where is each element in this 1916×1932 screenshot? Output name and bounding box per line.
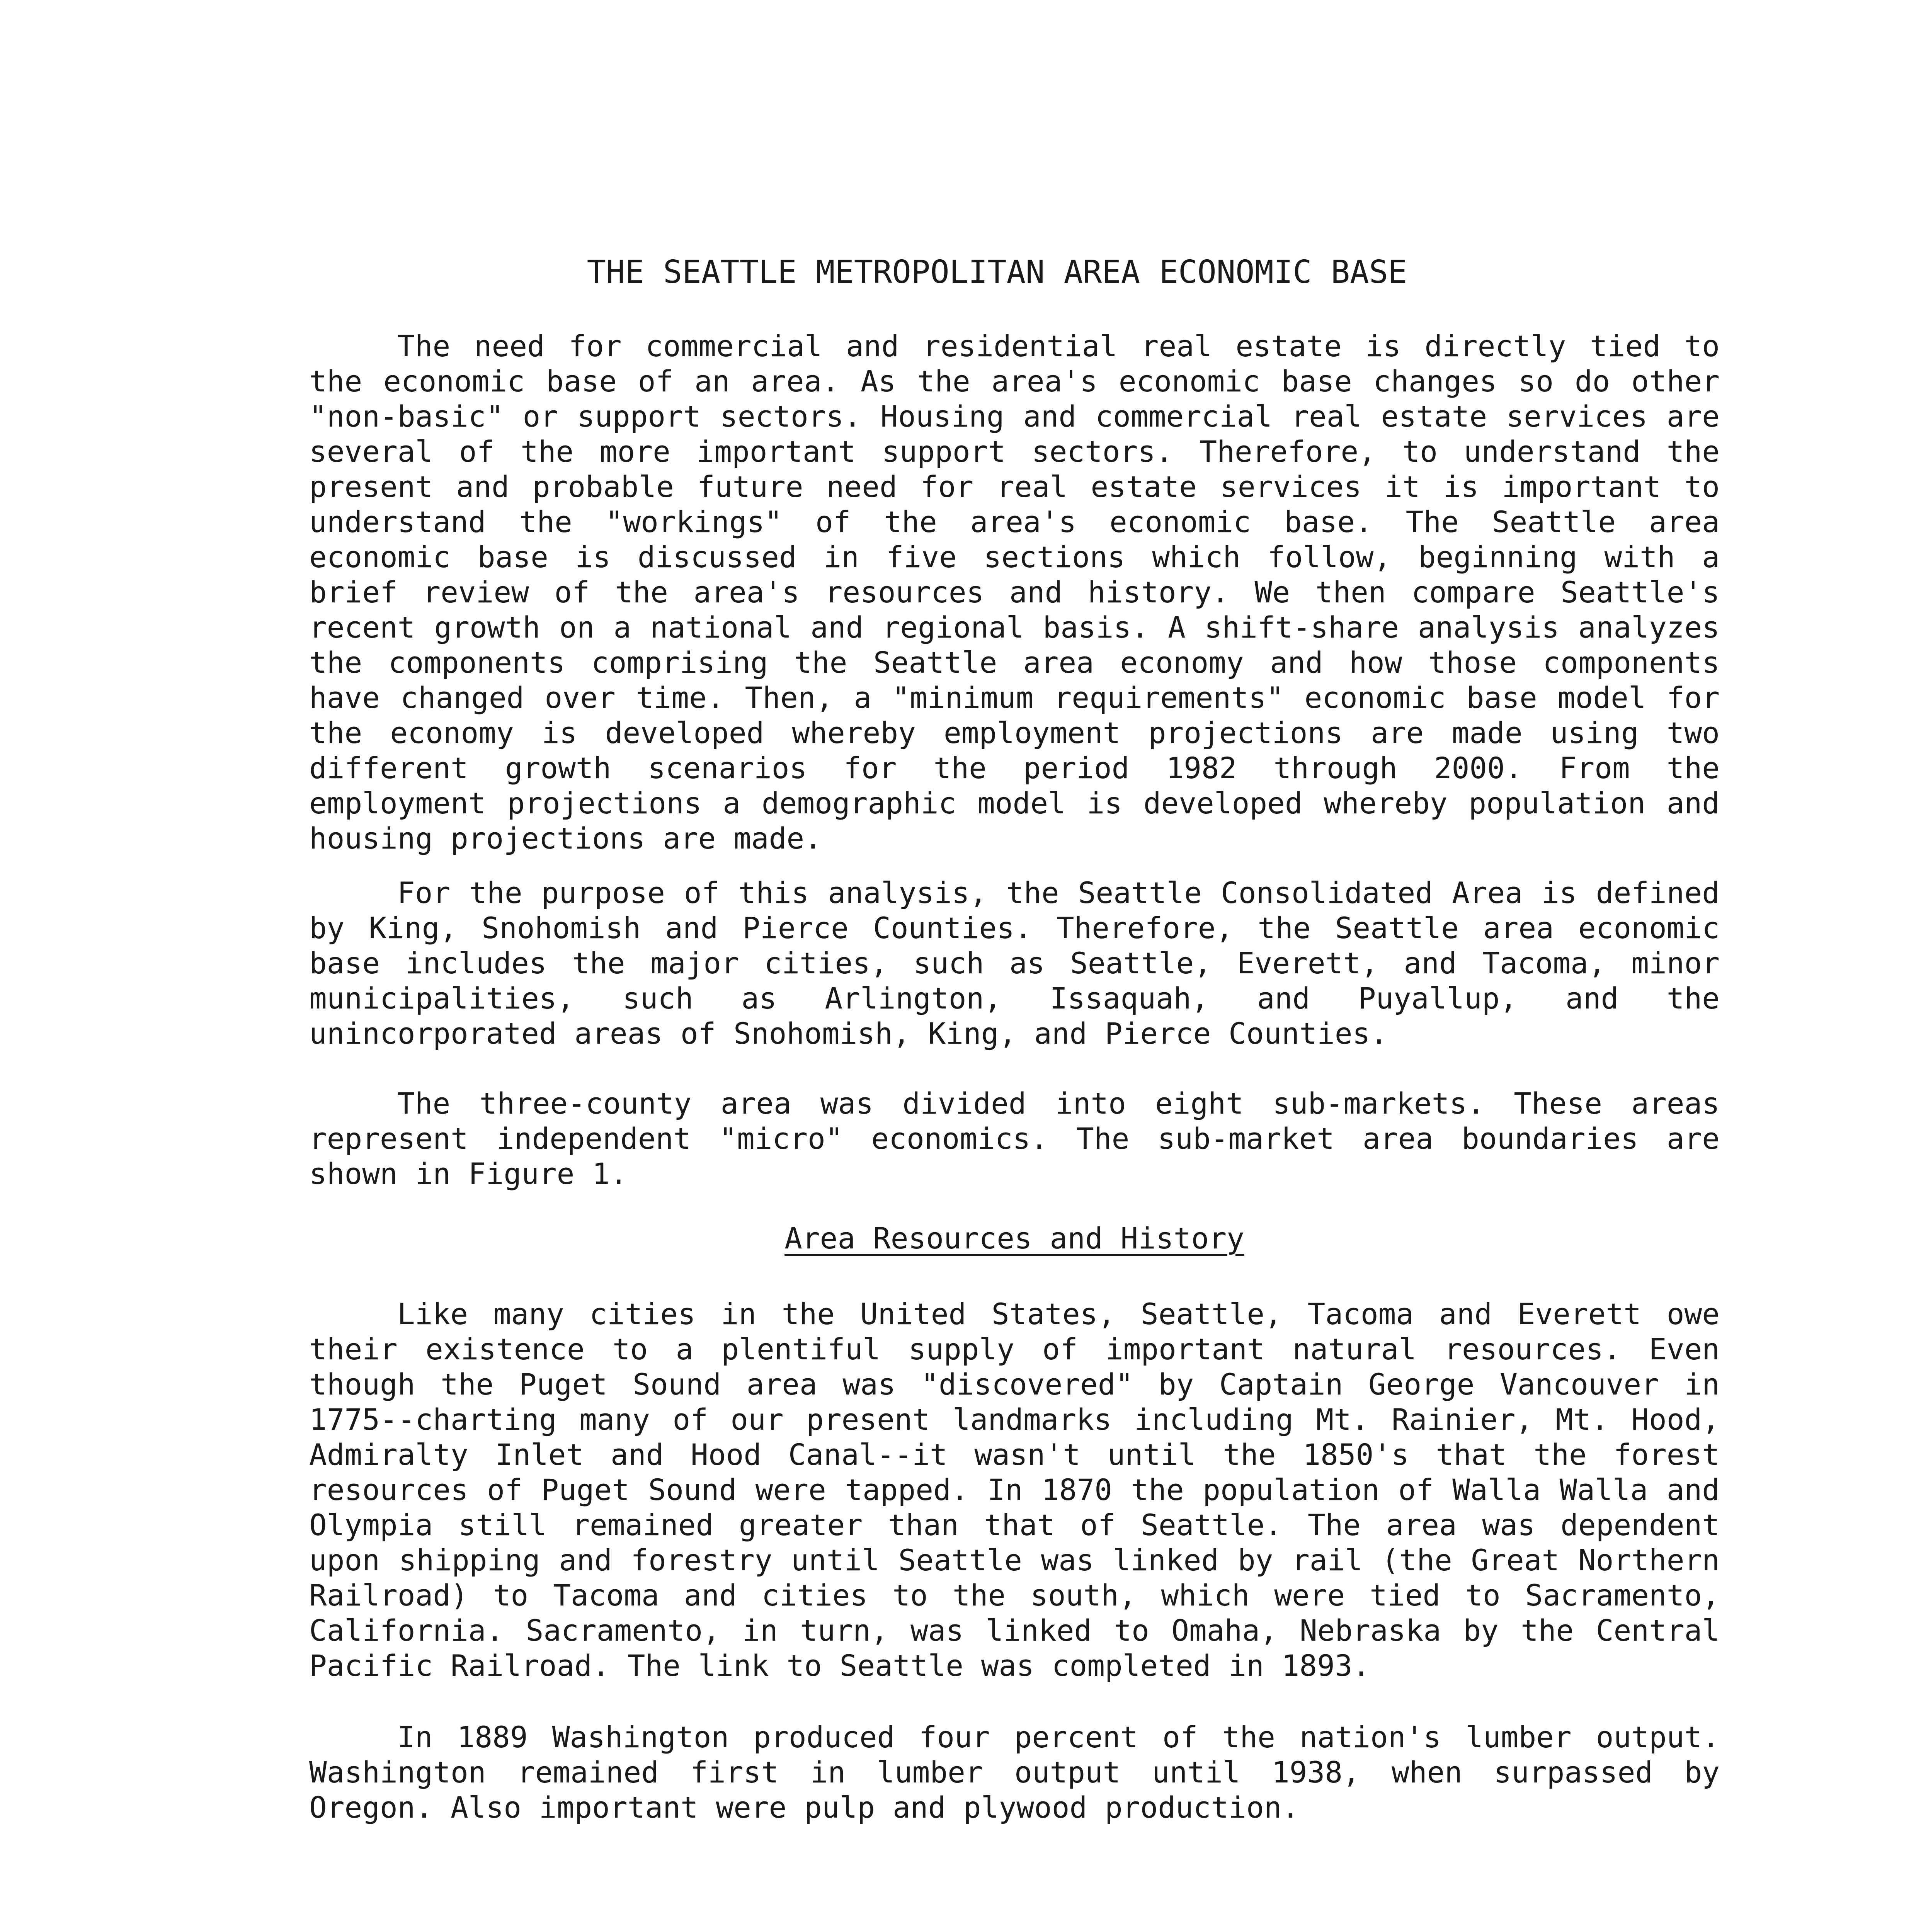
history-paragraph: Like many cities in the United States, Seattle, Tacoma and Everett owe their existence to a plentiful supply of important natural resources. Even though the Puget Sound area was "discovered" by Captain George Vancouver in 1775--charting many of our present landmarks including Mt. Rainier, Mt. Hood, Admiralty Inlet and Hood Canal--it wasn't until the 1850's that the forest resources of Puget Sound were tapped. In 1870 the population of Walla Walla and Olympia still remained greater than that of Seattle. The area was dependent upon shipping and forestry until Seattle was linked by rail (the Great Northern Railroad) to Tacoma and cities to the south, which were tied to Sacramento, California. Sacramento, in turn, was linked to Omaha, Nebraska by the Central Pacific Railroad. The link to Seattle was completed in 1893. <box>309 1297 1720 1683</box>
lumber-paragraph: In 1889 Washington produced four percent of the nation's lumber output. Washington remained first in lumber output until 1938, when surpassed by Oregon. Also important were pulp and plywood production. <box>309 1720 1720 1825</box>
document-title: THE SEATTLE METROPOLITAN AREA ECONOMIC BASE <box>587 254 1407 291</box>
submarket-paragraph: The three-county area was divided into eight sub-markets. These areas represent independent "micro" economics. The sub-market area boundaries are shown in Figure 1. <box>309 1086 1720 1191</box>
intro-paragraph: The need for commercial and residential real estate is directly tied to the economic base of an area. As the area's economic base changes so do other "non-basic" or support sectors. Housing and commercial real estate services are several of the more important support sectors. Therefore, to understand the present and probable future need for real estate services it is important to understand the "workings" of the area's economic base. The Seattle area economic base is discussed in five sections which follow, beginning with a brief review of the area's resources and history. We then compare Seattle's recent growth on a national and regional basis. A shift-share analysis analyzes the components comprising the Seattle area economy and how those components have changed over time. Then, a "minimum requirements" economic base model for the economy is developed whereby employment projections are made using two different growth scenarios for the period 1982 through 2000. From the employment projections a demographic model is developed whereby population and housing projections are made. <box>309 329 1720 855</box>
definition-paragraph: For the purpose of this analysis, the Seattle Consolidated Area is defined by King, Snohomish and Pierce Counties. Therefore, the Seattle area economic base includes the major cities, such as Seattle, Everett, and Tacoma, minor municipalities, such as Arlington, Issaquah, and Puyallup, and the unincorporated areas of Snohomish, King, and Pierce Counties. <box>309 876 1720 1051</box>
section-heading: Area Resources and History <box>784 1221 1244 1255</box>
